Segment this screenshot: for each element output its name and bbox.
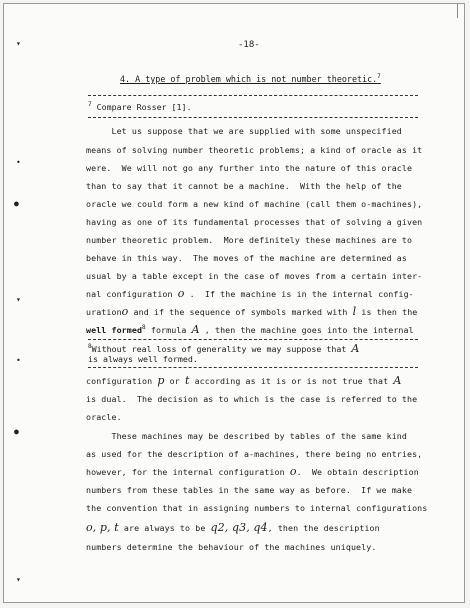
paragraph-2-line-5: the convention that in assigning numbers to internal configurations — [86, 503, 428, 513]
handwritten-symbol: A — [393, 374, 402, 387]
paragraph-2-line-1: These machines may be described by tables of the same kind — [86, 431, 407, 441]
footnote-8-line-2: is always well formed. — [88, 354, 198, 364]
paragraph-1-line-4: than to say that it cannot be a machine. With the help of the — [86, 181, 402, 191]
paragraph-1-line-2: means of solving number theoretic problems; a kind of oracle as it — [86, 145, 423, 155]
paragraph-1-line-9: usual by a table except in the case of moves from a certain inter- — [86, 271, 423, 281]
paragraph-2-line-4: numbers from these tables in the same way as before. If we make — [86, 485, 413, 495]
paragraph-2-line-6: o, p, t are always to be q2, q3, q4, then the description — [86, 521, 380, 534]
paragraph-1-line-7: number theoretic problem. More definitely these machines are to — [86, 235, 413, 245]
paragraph-1-line-13: configuration p or t according as it is or is not true that A — [86, 374, 402, 387]
margin-mark-icon: ▾ — [16, 295, 21, 304]
paragraph-1-line-1: Let us suppose that we are supplied with some unspecified — [86, 126, 402, 136]
paragraph-1-line-6: having as one of its fundamental processes that of solving a given — [86, 217, 423, 227]
handwritten-symbol: l — [352, 305, 357, 318]
handwritten-symbol: A — [351, 342, 360, 355]
paragraph-1-line-12: well formed$^8$ formula A , then the machine goes into the internal — [86, 323, 414, 336]
handwritten-symbol: o, p, t — [86, 521, 119, 534]
paragraph-1-line-3: were. We will not go any further into the nature of this oracle — [86, 163, 413, 173]
margin-mark-icon: ● — [14, 199, 19, 208]
handwritten-symbol: q2, q3, q4 — [210, 521, 268, 534]
heading-footnote-mark: 7 — [377, 73, 381, 81]
handwritten-symbol: A — [191, 323, 200, 336]
margin-mark-icon: • — [16, 356, 21, 365]
handwritten-symbol: o — [177, 287, 185, 300]
document-page — [3, 3, 465, 603]
handwritten-symbol: p — [157, 374, 165, 387]
footnote-8-line-1: $^8$Without real loss of generality we may suppose that A — [88, 342, 360, 355]
paragraph-1-line-14: is dual. The decision as to which is the case is referred to the — [86, 394, 418, 404]
paragraph-1-line-15: oracle. — [86, 412, 122, 422]
paragraph-1-line-5: oracle we could form a new kind of machine (call them o-machines), — [86, 199, 423, 209]
footnote-rule-bottom — [88, 117, 418, 118]
handwritten-symbol: o — [121, 305, 129, 318]
margin-mark-icon: ▾ — [16, 575, 21, 584]
footnote-rule-top — [88, 339, 418, 340]
footnote-7: $^7$ Compare Rosser [1]. — [88, 101, 192, 112]
paragraph-2-line-2: as used for the description of a-machines, there being no entries, — [86, 449, 423, 459]
paragraph-2-line-3: however, for the internal configuration o. We obtain description — [86, 465, 419, 478]
paragraph-1-line-10: nal configuration o . If the machine is in the internal config- — [86, 287, 414, 300]
handwritten-symbol: t — [184, 374, 190, 387]
footnote-rule-bottom — [88, 367, 418, 368]
section-heading: 4. A type of problem which is not number theoretic.$^7$ — [120, 73, 381, 84]
paragraph-1-line-11: urationo and if the sequence of symbols marked with l is then the — [86, 305, 418, 318]
paragraph-1-line-8: behave in this way. The moves of the machine are determined as — [86, 253, 407, 263]
margin-mark-icon: ▾ — [16, 39, 21, 48]
paragraph-2-line-7: numbers determine the behaviour of the machines uniquely. — [86, 542, 377, 552]
margin-mark-icon: ● — [14, 427, 19, 436]
scan-edge-mark — [457, 4, 458, 18]
page-number: -18- — [238, 40, 260, 50]
margin-mark-icon: • — [16, 158, 21, 167]
footnote-rule-top — [88, 95, 418, 96]
handwritten-symbol: o — [289, 465, 297, 478]
footnote-mark-8: 8 — [142, 324, 146, 332]
